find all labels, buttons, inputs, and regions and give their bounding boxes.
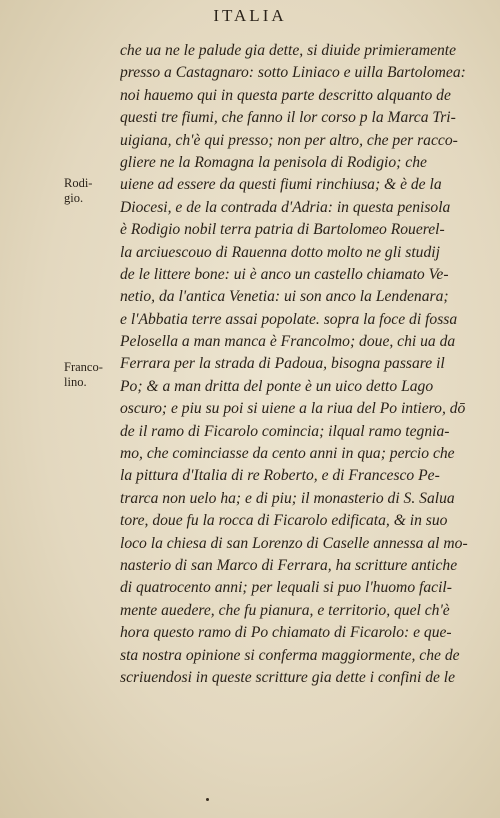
text-line: oscuro; e piu su poi si uiene a la riua del Po intiero, dō <box>120 400 466 418</box>
text-line: presso a Castagnaro: sotto Liniaco e uilla Bartolomea: <box>120 64 466 82</box>
text-line: la pittura d'Italia di re Roberto, e di Francesco Pe- <box>120 467 440 485</box>
text-line: hora questo ramo di Po chiamato di Ficarolo: e que- <box>120 624 452 642</box>
text-line: che ua ne le palude gia dette, si diuide primieramente <box>120 42 457 59</box>
text-line: de il ramo di Ficarolo comincia; ilqual ramo tegnia- <box>120 422 450 440</box>
text-line: e l'Abbatia terre assai popolate. sopra la foce di fossa <box>120 310 458 328</box>
text-line: netio, da l'antica Venetia: ui son anco la Lendenara; <box>120 288 449 306</box>
text-line: Po; & a man dritta del ponte è un uico detto Lago <box>120 377 434 395</box>
body-text <box>120 40 485 689</box>
text-line: Ferrara per la strada di Padoua, bisogna passare il <box>120 355 445 373</box>
margin-note-line: lino. <box>64 375 87 389</box>
text-line: questi tre fiumi, che fanno il lor corso p la Marca Tri- <box>120 109 456 127</box>
text-line: uigiana, ch'è qui presso; non per altro, che per racco- <box>120 131 458 149</box>
text-line: gliere ne la Romagna la penisola di Rodigio; che <box>120 153 427 171</box>
running-title: ITALIA <box>213 6 287 25</box>
margin-note-line: gio. <box>64 191 84 205</box>
margin-note-rodigio <box>64 176 118 206</box>
margin-note-line: Rodi- <box>64 176 93 190</box>
text-line: uiene ad essere da questi fiumi rinchiusa; & è de la <box>120 176 442 194</box>
text-line: loco la chiesa di san Lorenzo di Caselle annessa al mo- <box>120 534 468 552</box>
printer-dot-ornament <box>206 798 209 801</box>
text-line: nasterio di san Marco di Ferrara, ha scritture antiche <box>120 556 458 574</box>
text-line: Pelosella a man manca è Francolmo; doue, chi ua da <box>120 333 456 351</box>
text-line: Diocesi, e de la contrada d'Adria: in questa penisola <box>120 198 451 216</box>
text-line: mo, che cominciasse da cento anni in qua; percio che <box>120 445 455 463</box>
text-line: de le littere bone: ui è anco un castello chiamato Ve- <box>120 265 449 283</box>
margin-note-line: Franco- <box>64 360 103 374</box>
text-line: sta nostra opinione si conferma maggiormente, che de <box>120 646 460 664</box>
text-line: noi hauemo qui in questa parte descritto alquanto de <box>120 86 451 104</box>
text-line: tore, doue fu la rocca di Ficarolo edificata, & in suo <box>120 512 448 530</box>
text-line: è Rodigio nobil terra patria di Bartolomeo Rouerel- <box>120 221 445 239</box>
text-line: di quatrocento anni; per lequali si puo l'huomo facil- <box>120 579 452 597</box>
text-line: mente auedere, che fu pianura, e territorio, quel ch'è <box>120 601 450 619</box>
text-line: la arciuescouo di Rauenna dotto molto ne gli studij <box>120 243 440 261</box>
text-line: trarca non uelo ha; e di piu; il monasterio di S. Salua <box>120 489 455 507</box>
text-line: scriuendosi in queste scritture gia dette i confini de le <box>120 668 456 686</box>
margin-note-francolino <box>64 360 118 390</box>
